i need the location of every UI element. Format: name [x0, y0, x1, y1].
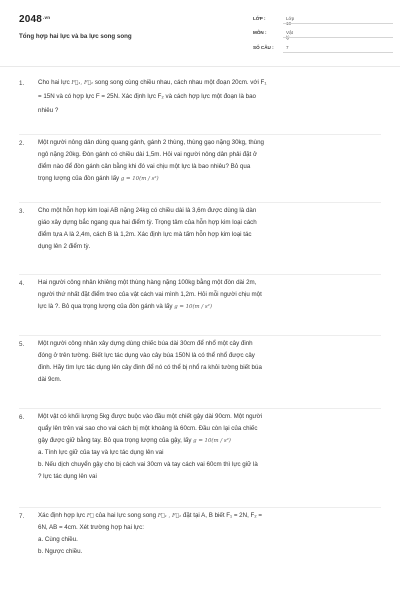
question-text: Một người nông dân dùng quang gánh, gánh 2 thùng, thùng gạo nặng 30kg, thùng	[38, 139, 264, 146]
question-text: Cho hai lực	[38, 79, 72, 86]
math-formula: F⃗₁ , F⃗₂	[157, 513, 182, 519]
question-text-line	[38, 229, 392, 241]
question-text-line	[38, 534, 392, 546]
question-text: dài 9cm.	[38, 376, 62, 383]
question-text: a. Tính lực giữ của tay và lực tác dụng lên vai	[38, 449, 164, 456]
question-text-line	[38, 411, 392, 423]
question-number: 5.	[19, 341, 25, 348]
question-text-line	[38, 301, 392, 313]
question-text: gậy được giữ bằng tay. Bỏ qua trọng lượng của gậy, lấy	[38, 437, 194, 444]
question-number: 4.	[19, 280, 25, 287]
question-text-line	[38, 350, 392, 362]
question-text: giáo xây dựng bắc ngang qua hai điểm tỳ. Trọng tâm của hỗn hợp kim loại cách	[38, 219, 257, 226]
question-text-line	[38, 510, 392, 522]
question-text-line	[38, 77, 392, 89]
math-formula: F⃗	[86, 513, 94, 519]
question-text: quẩy lên trên vai sao cho vai cách bị một khoảng là 60cm. Đầu còn lại của chiếc	[38, 425, 258, 432]
question-text: b. Ngược chiều.	[38, 548, 83, 555]
question-text-line	[38, 91, 392, 103]
question-text-line	[38, 447, 392, 459]
question-text-line	[38, 546, 392, 558]
question-number: 2.	[19, 140, 25, 147]
document-header	[0, 0, 400, 66]
question-divider	[19, 134, 381, 135]
question-divider	[19, 335, 381, 336]
question-number: 3.	[19, 208, 25, 215]
question-text: đóng ở trên tường. Biết lực tác dụng vào cây búa 150N là có thể nhổ được cây	[38, 352, 255, 359]
question-text: = 15N và có hợp lực F = 25N. Xác định lực F₂ và cách hợp lực một đoạn là bao	[38, 93, 256, 100]
question-text: người thứ nhất đặt điểm treo của vật cách vai mình 1,2m. Hỏi mỗi người chịu một	[38, 291, 262, 298]
question-text-line	[38, 241, 392, 253]
meta-underline	[283, 23, 393, 24]
meta-label: SỐ CÂU :	[253, 45, 274, 50]
question-text: đinh. Hãy tìm lực tác dụng lên cây đinh để nó có thể bị nhổ ra khỏi tường biết búa	[38, 364, 262, 371]
question-text: trọng lượng của đòn gánh lấy	[38, 175, 121, 182]
question-text: dụng lên 2 điểm tỳ.	[38, 243, 91, 250]
question-text: Hai người công nhân khiêng một thùng hàng nặng 100kg bằng một đòn dài 2m,	[38, 279, 257, 286]
question-text: Xác định hợp lực	[38, 512, 87, 519]
question-text-line	[38, 374, 392, 386]
question-text: ngô nặng 20kg. Đòn gánh có chiều dài 1,5m. Hỏi vai người nông dân phải đặt ở	[38, 151, 258, 158]
question-text: nhiêu ?	[38, 107, 59, 114]
document-title: Tổng hợp hai lực và ba lực song song	[19, 33, 132, 40]
question-text-line	[38, 173, 392, 185]
question-text-line	[38, 161, 392, 173]
question-text-line	[38, 277, 392, 289]
meta-label: LỚP :	[253, 16, 266, 21]
question-text-line	[38, 217, 392, 229]
question-text: a. Cùng chiều.	[38, 536, 78, 543]
question-divider	[19, 202, 381, 203]
meta-value: Lớp 10	[286, 16, 295, 26]
question-text: Một vật có khối lượng 5kg được buộc vào đầu một chiết gậy dài 90cm. Một người	[38, 413, 263, 420]
question-number: 7.	[19, 513, 25, 520]
question-divider	[19, 408, 381, 409]
question-text-line	[38, 362, 392, 374]
question-text-line	[38, 137, 392, 149]
question-number: 1.	[19, 80, 25, 87]
question-text: điểm tựa A là 2,4m, cách B là 1,2m. Xác định lực mà tấm hỗn hợp kim loại tác	[38, 231, 252, 238]
question-text: song song cùng chiều nhau, cách nhau một đoạn 20cm. với F₁	[93, 79, 267, 86]
meta-value: Vật lý	[286, 30, 293, 40]
question-text-line	[38, 459, 392, 471]
math-formula: F⃗₁, F⃗₂	[71, 80, 94, 86]
question-text: Cho một hỗn hợp kim loại AB nặng 24kg có chiều dài là 3,6m được dùng là dàn	[38, 207, 257, 214]
question-text: của hai lực song song	[93, 512, 158, 519]
question-text-line	[38, 338, 392, 350]
question-text: b. Nếu dịch chuyển gậy cho bị cách vai 30cm và tay cách vai 60cm thì lực giữ là	[38, 461, 258, 468]
question-divider	[19, 507, 381, 508]
meta-underline	[283, 37, 393, 38]
question-text: Một người công nhân xây dựng dùng chiếc búa dài 30cm để nhổ một cây đinh	[38, 340, 253, 347]
question-divider	[19, 274, 381, 275]
question-text-line	[38, 105, 392, 117]
math-formula: g = 10(m / s²)	[120, 176, 159, 182]
question-text-line	[38, 289, 392, 301]
question-text-line	[38, 435, 392, 447]
header-divider	[0, 66, 400, 67]
question-text-line	[38, 205, 392, 217]
math-formula: g = 10(m / s²)	[174, 304, 212, 310]
question-text-line	[38, 149, 392, 161]
question-text: ? lực tác dụng lên vai	[38, 473, 97, 480]
meta-value: 7	[286, 45, 289, 50]
meta-label: MÔN :	[253, 30, 267, 35]
question-text: lực là ?. Bỏ qua trọng lượng của đòn gánh và lấy	[38, 303, 175, 310]
logo-suffix: .vn	[43, 15, 51, 20]
question-text-line	[38, 522, 392, 534]
question-text-line	[38, 471, 392, 483]
meta-underline	[283, 52, 393, 53]
question-text: đặt tại A, B biết F₁ = 2N, F₂ =	[181, 512, 263, 519]
logo-text: 2048	[19, 14, 43, 25]
question-text: điểm nào để đòn gánh cân bằng khi đó vai chịu một lực là bao nhiêu? Bỏ qua	[38, 163, 251, 170]
question-text: 6N, AB = 4cm. Xét trường hợp hai lực:	[38, 524, 144, 531]
question-text-line	[38, 423, 392, 435]
math-formula: g = 10(m / s²)	[193, 438, 231, 444]
question-number: 6.	[19, 414, 25, 421]
site-logo[interactable]	[19, 14, 50, 25]
